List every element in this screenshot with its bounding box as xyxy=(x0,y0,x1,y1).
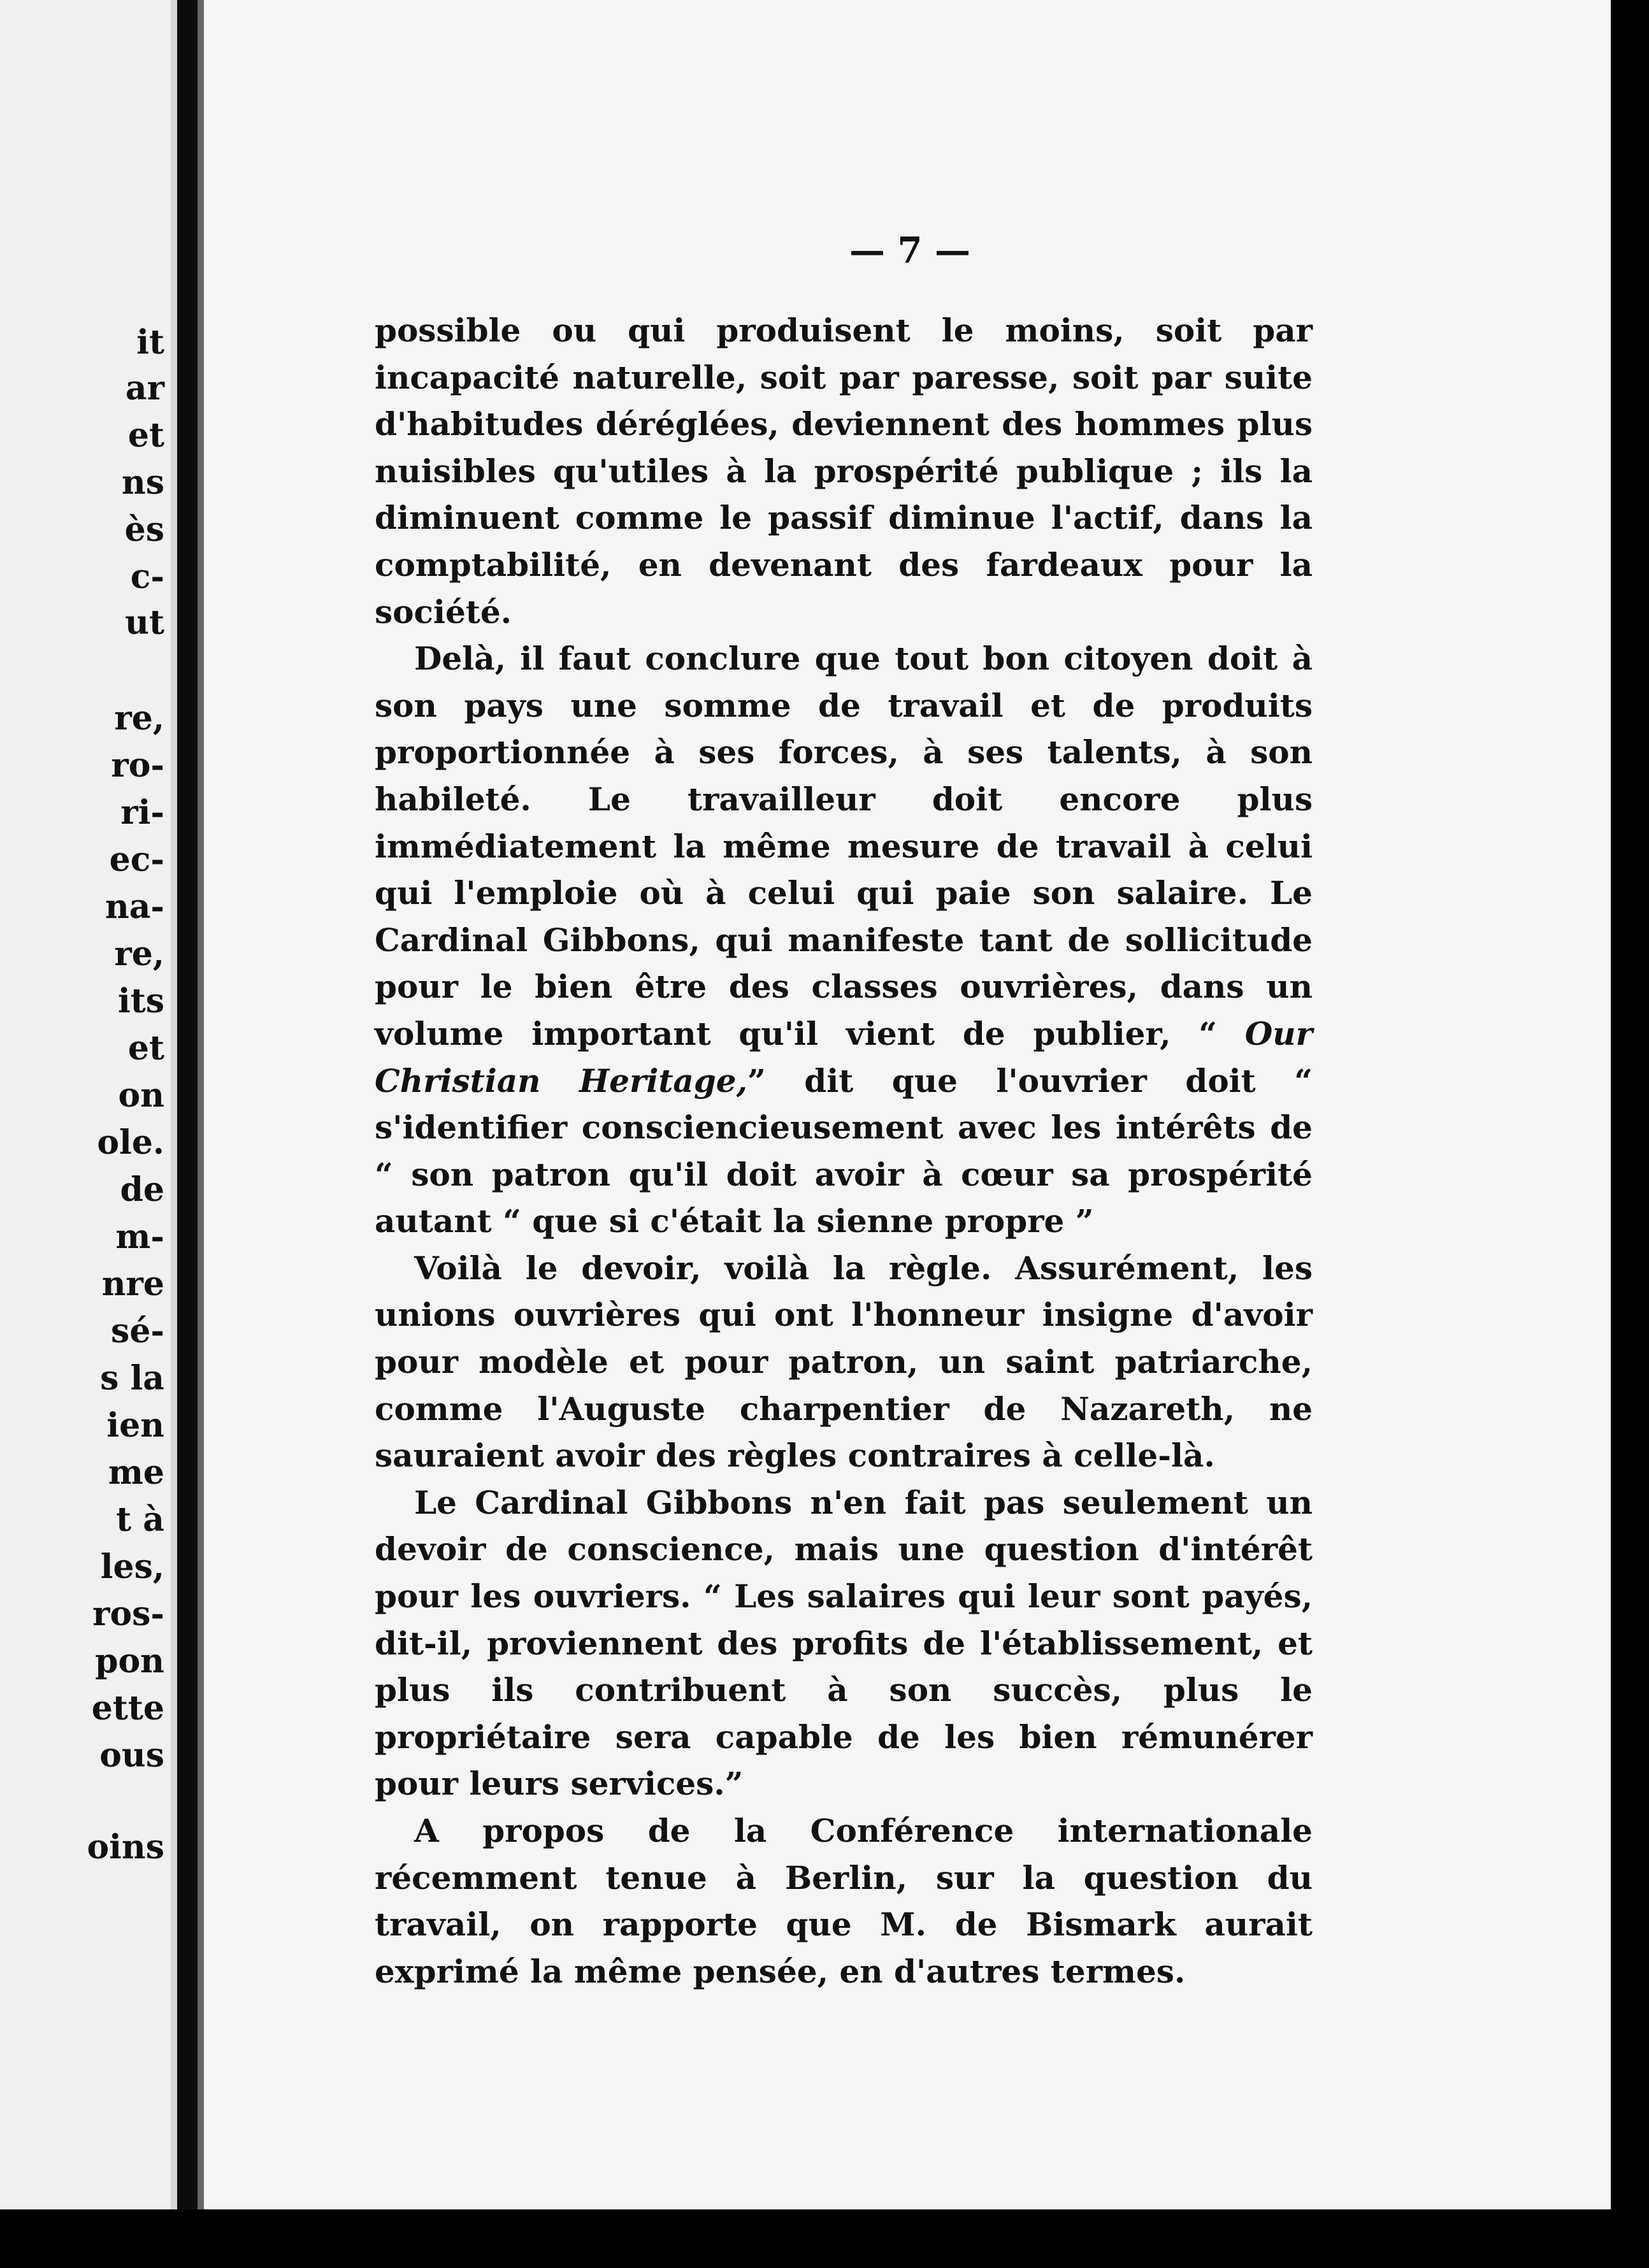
paragraph-2: Delà, il faut conclure que tout bon citoyen doit à son pays une somme de travail et de produits proportionnée à ses forces, à ses talents, à son habileté. Le travailleur doit encore plus immédiatement la même mesure de travail à celui qui l'emploie où à celui qui paie son salaire. Le Cardinal Gibbons, qui manifeste tant de sollicitude pour le bien être des classes ouvrières, dans un volume important qu'il vient de publier, “ Our Christian Heritage,” dit que l'ouvrier doit “ s'identifier consciencieusement avec les intérêts de “ son patron qu'il doit avoir à cœur sa prospérité autant “ que si c'était la sienne propre ” xyxy=(375,640,1313,1240)
previous-page-fragment: ros- xyxy=(92,1595,164,1633)
previous-page-fragment: me xyxy=(108,1453,164,1492)
previous-page-fragment: nre xyxy=(101,1265,164,1303)
previous-page-fragment: oins xyxy=(87,1828,164,1867)
previous-page-fragment: re, xyxy=(114,935,164,973)
previous-page-fragment: its xyxy=(117,982,164,1021)
previous-page-fragment: les, xyxy=(100,1547,164,1586)
previous-page-fragment: ec- xyxy=(109,840,164,879)
previous-page-fragment: ien xyxy=(106,1406,164,1445)
page-body xyxy=(375,307,1313,1995)
scan-right-border xyxy=(1611,0,1649,2268)
previous-page-fragment: ole. xyxy=(97,1123,164,1162)
paragraph-5: A propos de la Conférence internationale récemment tenue à Berlin, sur la question du travail, on rapporte que M. de Bismark aurait exprimé la même pensée, en d'autres termes. xyxy=(375,1812,1313,1990)
previous-page-fragment: ns xyxy=(121,463,164,502)
previous-page-fragment: s la xyxy=(100,1359,164,1398)
previous-page-fragment: pon xyxy=(95,1642,164,1681)
previous-page-fragment: t à xyxy=(116,1500,164,1539)
previous-page-fragment: ut xyxy=(125,603,164,642)
previous-page-fragment: et xyxy=(127,1029,164,1068)
previous-page-fragment: m- xyxy=(115,1217,164,1256)
paragraph-4: Le Cardinal Gibbons n'en fait pas seulement un devoir de conscience, mais une question d'intérêt pour les ouvriers. “ Les salaires qui leur sont payés, dit-il, proviennent des profits de l'établissement, et plus ils contribuent à son succès, plus le propriétaire sera capable de les bien rémunérer pour leurs services.” xyxy=(375,1483,1313,1803)
previous-page-fragment: sé- xyxy=(111,1312,164,1351)
previous-page-fragment: ès xyxy=(124,510,164,549)
page-number: — 7 — xyxy=(849,229,970,271)
previous-page-border xyxy=(171,0,177,2209)
previous-page-fragment: ette xyxy=(91,1689,164,1728)
book-binding xyxy=(177,0,198,2268)
scan-bottom-border xyxy=(0,2209,1649,2268)
previous-page-fragment: ri- xyxy=(120,793,164,832)
previous-page-fragment: on xyxy=(118,1076,164,1115)
previous-page-fragment: ro- xyxy=(111,746,164,785)
previous-page-fragment: ous xyxy=(99,1736,164,1775)
book-title: Our Christian Heritage, xyxy=(375,1014,1313,1100)
paragraph-1: possible ou qui produisent le moins, soit par incapacité naturelle, soit par paresse, soit par suite d'habitudes déréglées, deviennent des hommes plus nuisibles qu'utiles à la prospérité publique ; ils la diminuent comme le passif diminue l'actif, dans la comptabilité, en devenant des fardeaux pour la société. xyxy=(375,312,1313,631)
previous-page-fragment: re, xyxy=(114,699,164,738)
paragraph-3: Voilà le devoir, voilà la règle. Assurément, les unions ouvrières qui ont l'honneur insigne d'avoir pour modèle et pour patron, un saint patriarche, comme l'Auguste charpentier de Nazareth, ne sauraient avoir des règles contraires à celle-là. xyxy=(375,1249,1313,1475)
binding-shadow xyxy=(198,0,204,2209)
previous-page-fragment: it xyxy=(136,323,164,362)
book-page xyxy=(204,0,1611,2209)
previous-page-fragment: na- xyxy=(104,887,164,926)
previous-page-fragment: et xyxy=(127,416,164,455)
previous-page-fragment: de xyxy=(120,1170,164,1209)
previous-page-edge xyxy=(0,0,177,2209)
previous-page-fragment: ar xyxy=(125,369,164,408)
previous-page-fragment: c- xyxy=(130,557,164,596)
